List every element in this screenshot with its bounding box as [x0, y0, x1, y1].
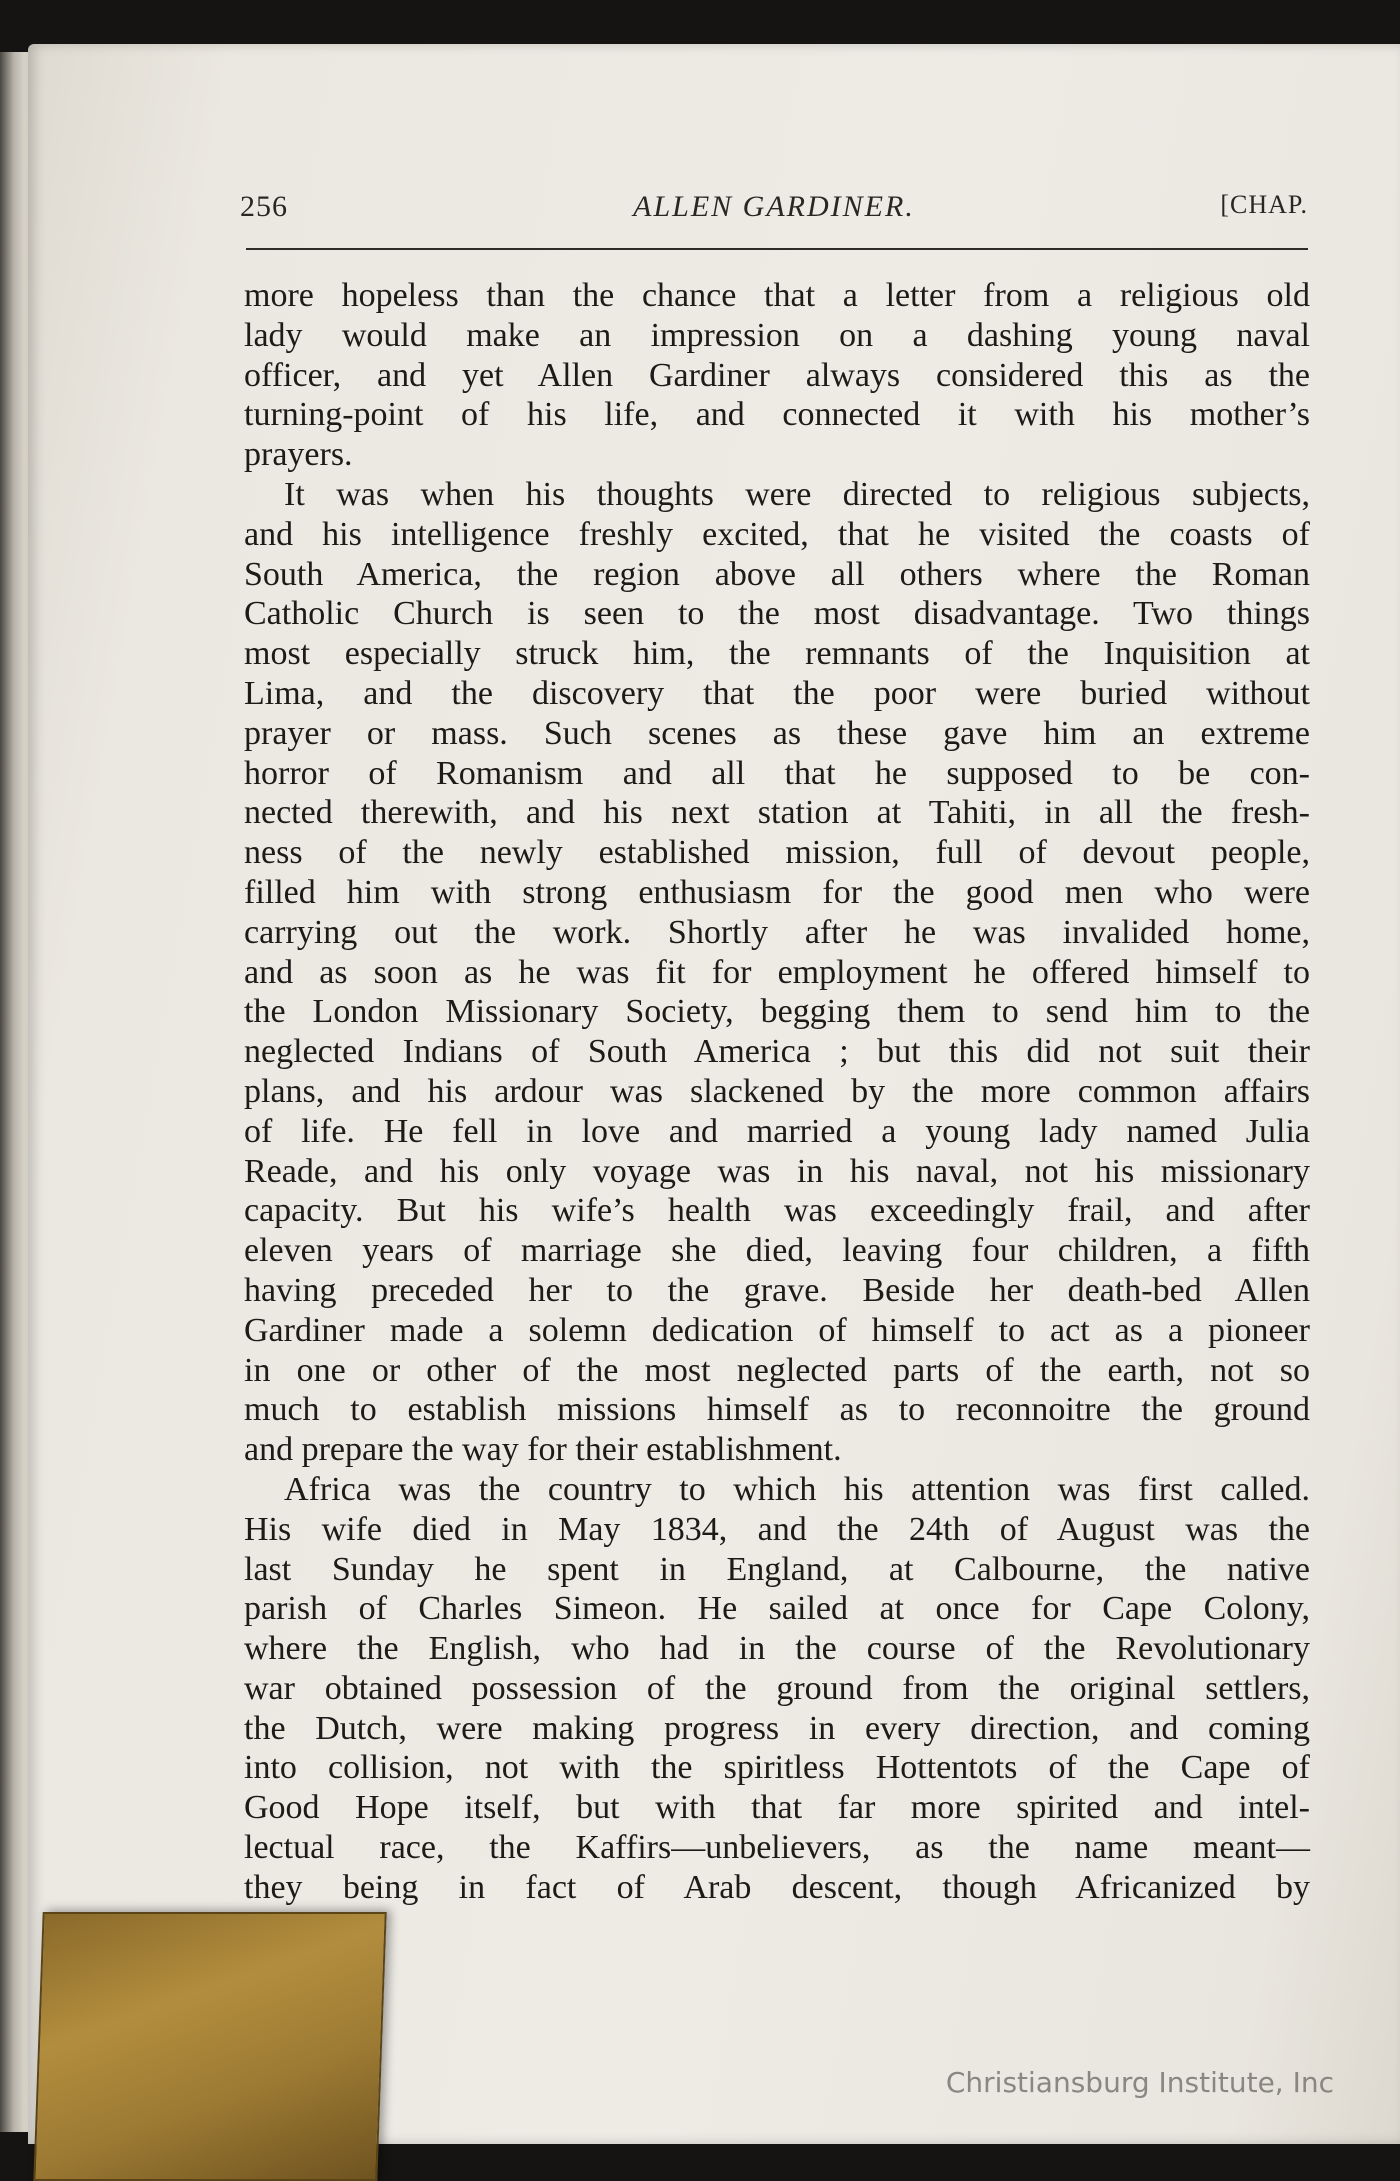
text-line: lectual race, the Kaffirs—unbelievers, as the name meant—: [244, 1829, 1310, 1867]
text-line: and as soon as he was fit for employment he offered himself to: [244, 953, 1310, 991]
page-number: 256: [240, 190, 288, 223]
text-line: Catholic Church is seen to the most disadvantage. Two things: [244, 595, 1310, 633]
text-line: horror of Romanism and all that he supposed to be con-: [244, 754, 1310, 792]
paragraph-start: It was when his thoughts were directed to religious subjects,: [284, 475, 1310, 513]
text-line: His wife died in May 1834, and the 24th of August was the: [244, 1510, 1310, 1548]
text-line: prayer or mass. Such scenes as these gave him an extreme: [244, 714, 1310, 752]
text-line: plans, and his ardour was slackened by the more common affairs: [244, 1072, 1310, 1110]
text-line: last Sunday he spent in England, at Calbourne, the native: [244, 1550, 1310, 1588]
text-line: ness of the newly established mission, full of devout people,: [244, 834, 1310, 872]
text-line: of life. He fell in love and married a young lady named Julia: [244, 1112, 1310, 1150]
text-line: parish of Charles Simeon. He sailed at once for Cape Colony,: [244, 1590, 1310, 1628]
running-title: ALLEN GARDINER.: [633, 190, 915, 223]
text-line: they being in fact of Arab descent, though Africanized by: [244, 1868, 1310, 1906]
text-line: in one or other of the most neglected parts of the earth, not so: [244, 1351, 1310, 1389]
text-line: and his intelligence freshly excited, that he visited the coasts of: [244, 515, 1310, 553]
text-line: Reade, and his only voyage was in his naval, not his missionary: [244, 1152, 1310, 1190]
text-line: officer, and yet Allen Gardiner always considered this as the: [244, 356, 1310, 394]
text-line: war obtained possession of the ground from the original settlers,: [244, 1669, 1310, 1707]
text-line: into collision, not with the spiritless Hottentots of the Cape of: [244, 1749, 1310, 1787]
paragraph-start: Africa was the country to which his attention was first called.: [284, 1470, 1310, 1508]
text-line: eleven years of marriage she died, leaving four children, a fifth: [244, 1232, 1310, 1270]
text-line: capacity. But his wife’s health was exceedingly frail, and after: [244, 1192, 1310, 1230]
running-head: [240, 190, 1308, 230]
gilt-bookmark-block: [33, 1912, 386, 2181]
text-line: where the English, who had in the course of the Revolutionary: [244, 1630, 1310, 1668]
text-line: having preceded her to the grave. Beside her death-bed Allen: [244, 1271, 1310, 1309]
chapter-mark: [CHAP.: [1220, 190, 1308, 219]
text-line: carrying out the work. Shortly after he was invalided home,: [244, 913, 1310, 951]
body-text: [244, 276, 1310, 1908]
text-line: Good Hope itself, but with that far more spirited and intel-: [244, 1789, 1310, 1827]
text-line: turning-point of his life, and connected it with his mother’s: [244, 396, 1310, 434]
text-line: filled him with strong enthusiasm for the good men who were: [244, 873, 1310, 911]
text-line: the London Missionary Society, begging them to send him to the: [244, 993, 1310, 1031]
text-line: the Dutch, were making progress in every direction, and coming: [244, 1709, 1310, 1747]
text-line: Lima, and the discovery that the poor were buried without: [244, 674, 1310, 712]
header-rule: [246, 248, 1308, 250]
text-line: prayers.: [244, 436, 353, 474]
text-line: much to establish missions himself as to reconnoitre the ground: [244, 1391, 1310, 1429]
watermark: Christiansburg Institute, Inc: [945, 2066, 1334, 2099]
text-line: Gardiner made a solemn dedication of himself to act as a pioneer: [244, 1311, 1310, 1349]
text-line: lady would make an impression on a dashing young naval: [244, 316, 1310, 354]
text-line: neglected Indians of South America ; but this did not suit their: [244, 1033, 1310, 1071]
text-line: most especially struck him, the remnants of the Inquisition at: [244, 635, 1310, 673]
text-line: more hopeless than the chance that a letter from a religious old: [244, 277, 1310, 314]
text-line: nected therewith, and his next station at Tahiti, in all the fresh-: [244, 794, 1310, 832]
text-line: and prepare the way for their establishment.: [244, 1431, 842, 1469]
text-line: South America, the region above all others where the Roman: [244, 555, 1310, 593]
